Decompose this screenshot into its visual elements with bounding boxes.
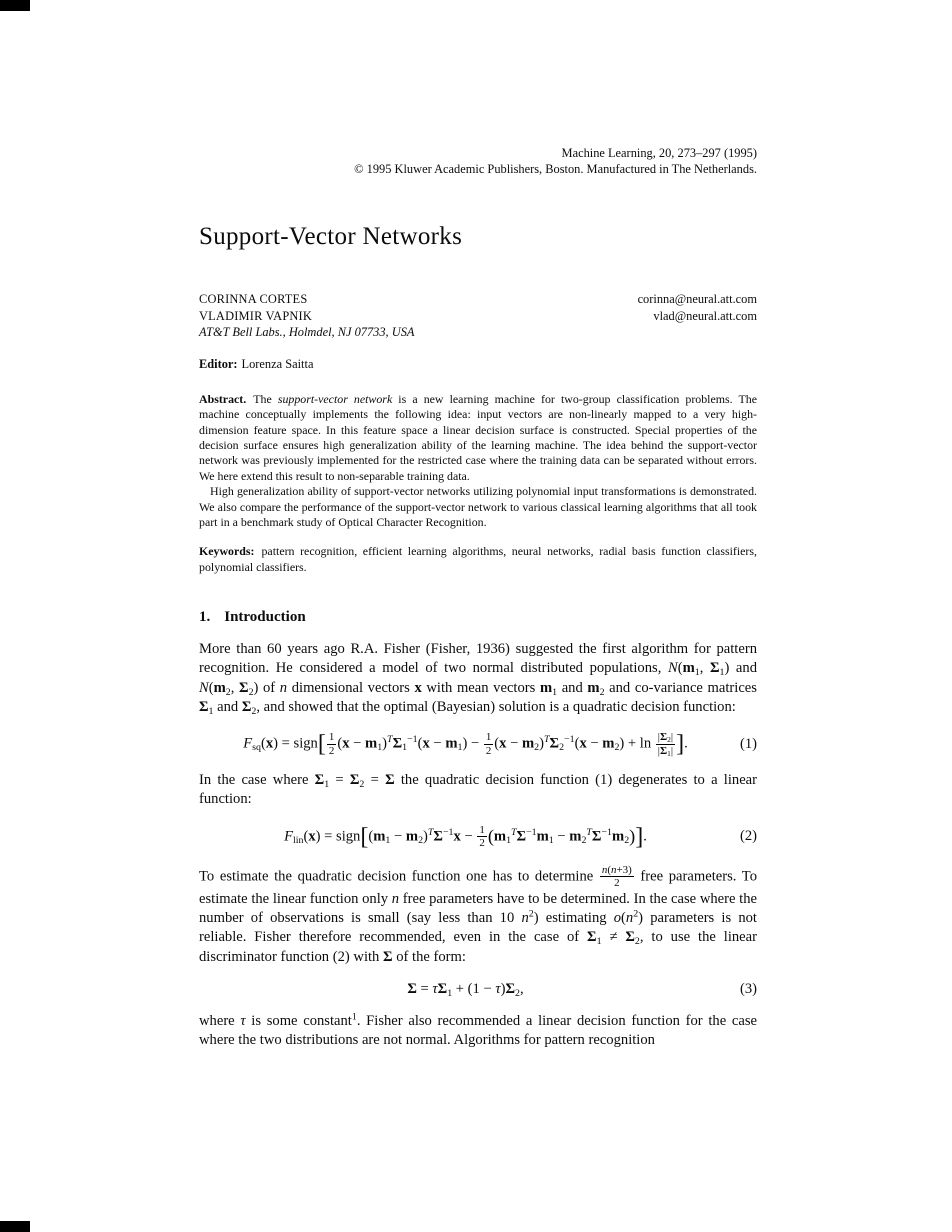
author-name-cortes: CORINNA CORTES [199,292,308,307]
author-row [199,308,757,325]
abstract-paragraph-1-text: The support-vector network is a new learning machine for two-group classification problems. The machine conceptually implements the following idea: input vectors are non-linearly mapped to a very high-dimension feature space. In this feature space a linear decision surface is constructed. Special properties of the decision surface ensures high generalization ability of the learning machine. The idea behind the support-vector network was previously implemented for the restricted case where the training data can be separated without errors. We here extend this result to non-separable training data. [199,391,757,483]
journal-header [199,146,757,177]
scan-artifact-top [0,0,30,11]
author-email-cortes: corinna@neural.att.com [637,292,757,307]
intro-paragraph-2: In the case where $\Sigma_1 = \Sigma_2 = \Sigma$ the quadratic decision function (1) degenerates to a linear function: [199,772,758,808]
abstract [199,392,757,531]
equation-3 [199,981,757,998]
paper-title: Support-Vector Networks [199,223,463,251]
copyright-line: © 1995 Kluwer Academic Publishers, Boston. Manufactured in The Netherlands. [354,161,757,176]
editor-label: Editor: [199,356,238,371]
equation-1-body: $F_{sq}(x)$ = sign[ $\frac{1}{2}$ $(x - m_1)^T\Sigma_1^{-1}(x - m_1)$ − $\frac{1}{2}$ $(x - m_2)^T\Sigma_2^{-1}(x - m_2) + \ln$ $\frac{|\Sigma_2|}{|\Sigma_1|}$ ]. [243,730,688,758]
author-name-vapnik: VLADIMIR VAPNIK [199,308,313,323]
page-content [199,146,757,1050]
keywords-text: pattern recognition, efficient learning algorithms, neural networks, radial basis function classifiers, polynomial classifiers. [199,544,757,574]
affiliation: AT&T Bell Labs., Holmdel, NJ 07733, USA [199,325,415,340]
section-title: Introduction [224,609,306,626]
abstract-paragraph-2: High generalization ability of support-vector networks utilizing polynomial input transformations is demonstrated. We also compare the performance of the support-vector network to various classical learning algorithms that all took part in a benchmark study of Optical Character Recognition. [199,484,757,529]
author-email-vapnik: vlad@neural.att.com [653,308,757,323]
section-heading-introduction [199,609,757,626]
equation-2-body: $F_{lin}(x)$ = $sign[(m_1 - m_2)^T\Sigma^{-1}x$ − $\frac{1}{2}$ $(m_1^T\Sigma^{-1}m_1 - m_2^T\Sigma^{-1}m_2)$]. [284,823,647,850]
equation-2-number: (2) [739,828,757,845]
intro-paragraph-1: More than 60 years ago R.A. Fisher (Fisher, 1936) suggested the first algorithm for pattern recognition. He considered a model of two normal distributed populations, $N(m_1$, $\Sigma_1$) and $N(m_2$, $\Sigma_2$) of n dimensional vectors x with mean vectors $m_1$ and $m_2$ and co-variance matrices $\Sigma_1$ and $\Sigma_2$, and showed that the optimal (Bayesian) solution is a quadratic decision function: [199,641,757,717]
keywords-label: Keywords: [199,544,255,559]
equation-1-number: (1) [739,735,757,752]
editor-name: Lorenza Saitta [241,356,314,371]
author-row [199,291,757,308]
authors-block [199,291,757,341]
abstract-paragraph-1 [199,392,757,484]
journal-citation: Machine Learning, 20, 273–297 (1995) [561,146,757,160]
intro-paragraph-4: where τ is some constant$^1$. Fisher also recommended a linear decision function for the case where the two distributions are not normal. Algorithms for pattern recognition [199,1011,757,1048]
editor-line [199,356,757,372]
equation-3-body: $\Sigma = \tau\Sigma_1 + (1 - \tau)\Sigma_2$, [407,980,524,999]
equation-2 [199,824,757,850]
scan-artifact-bottom [0,1221,30,1232]
intro-paragraph-3: To estimate the quadratic decision function one has to determine $\frac{n(n+3)}{2}$ free parameters. To estimate the linear function only n free parameters have to be determined. In the case where the number of observations is small (say less than 10 $n^2$) estimating $o(n^2)$ parameters is not reliable. Fisher therefore recommended, even in the case of $\Sigma_1 \ne \Sigma_2$, to use the linear discriminator function (2) with Σ of the form: [199,863,757,965]
abstract-label: Abstract. [199,391,247,406]
equation-3-number: (3) [739,980,757,997]
keywords [199,544,757,575]
section-number: 1. [199,609,211,626]
equation-1 [199,731,757,757]
